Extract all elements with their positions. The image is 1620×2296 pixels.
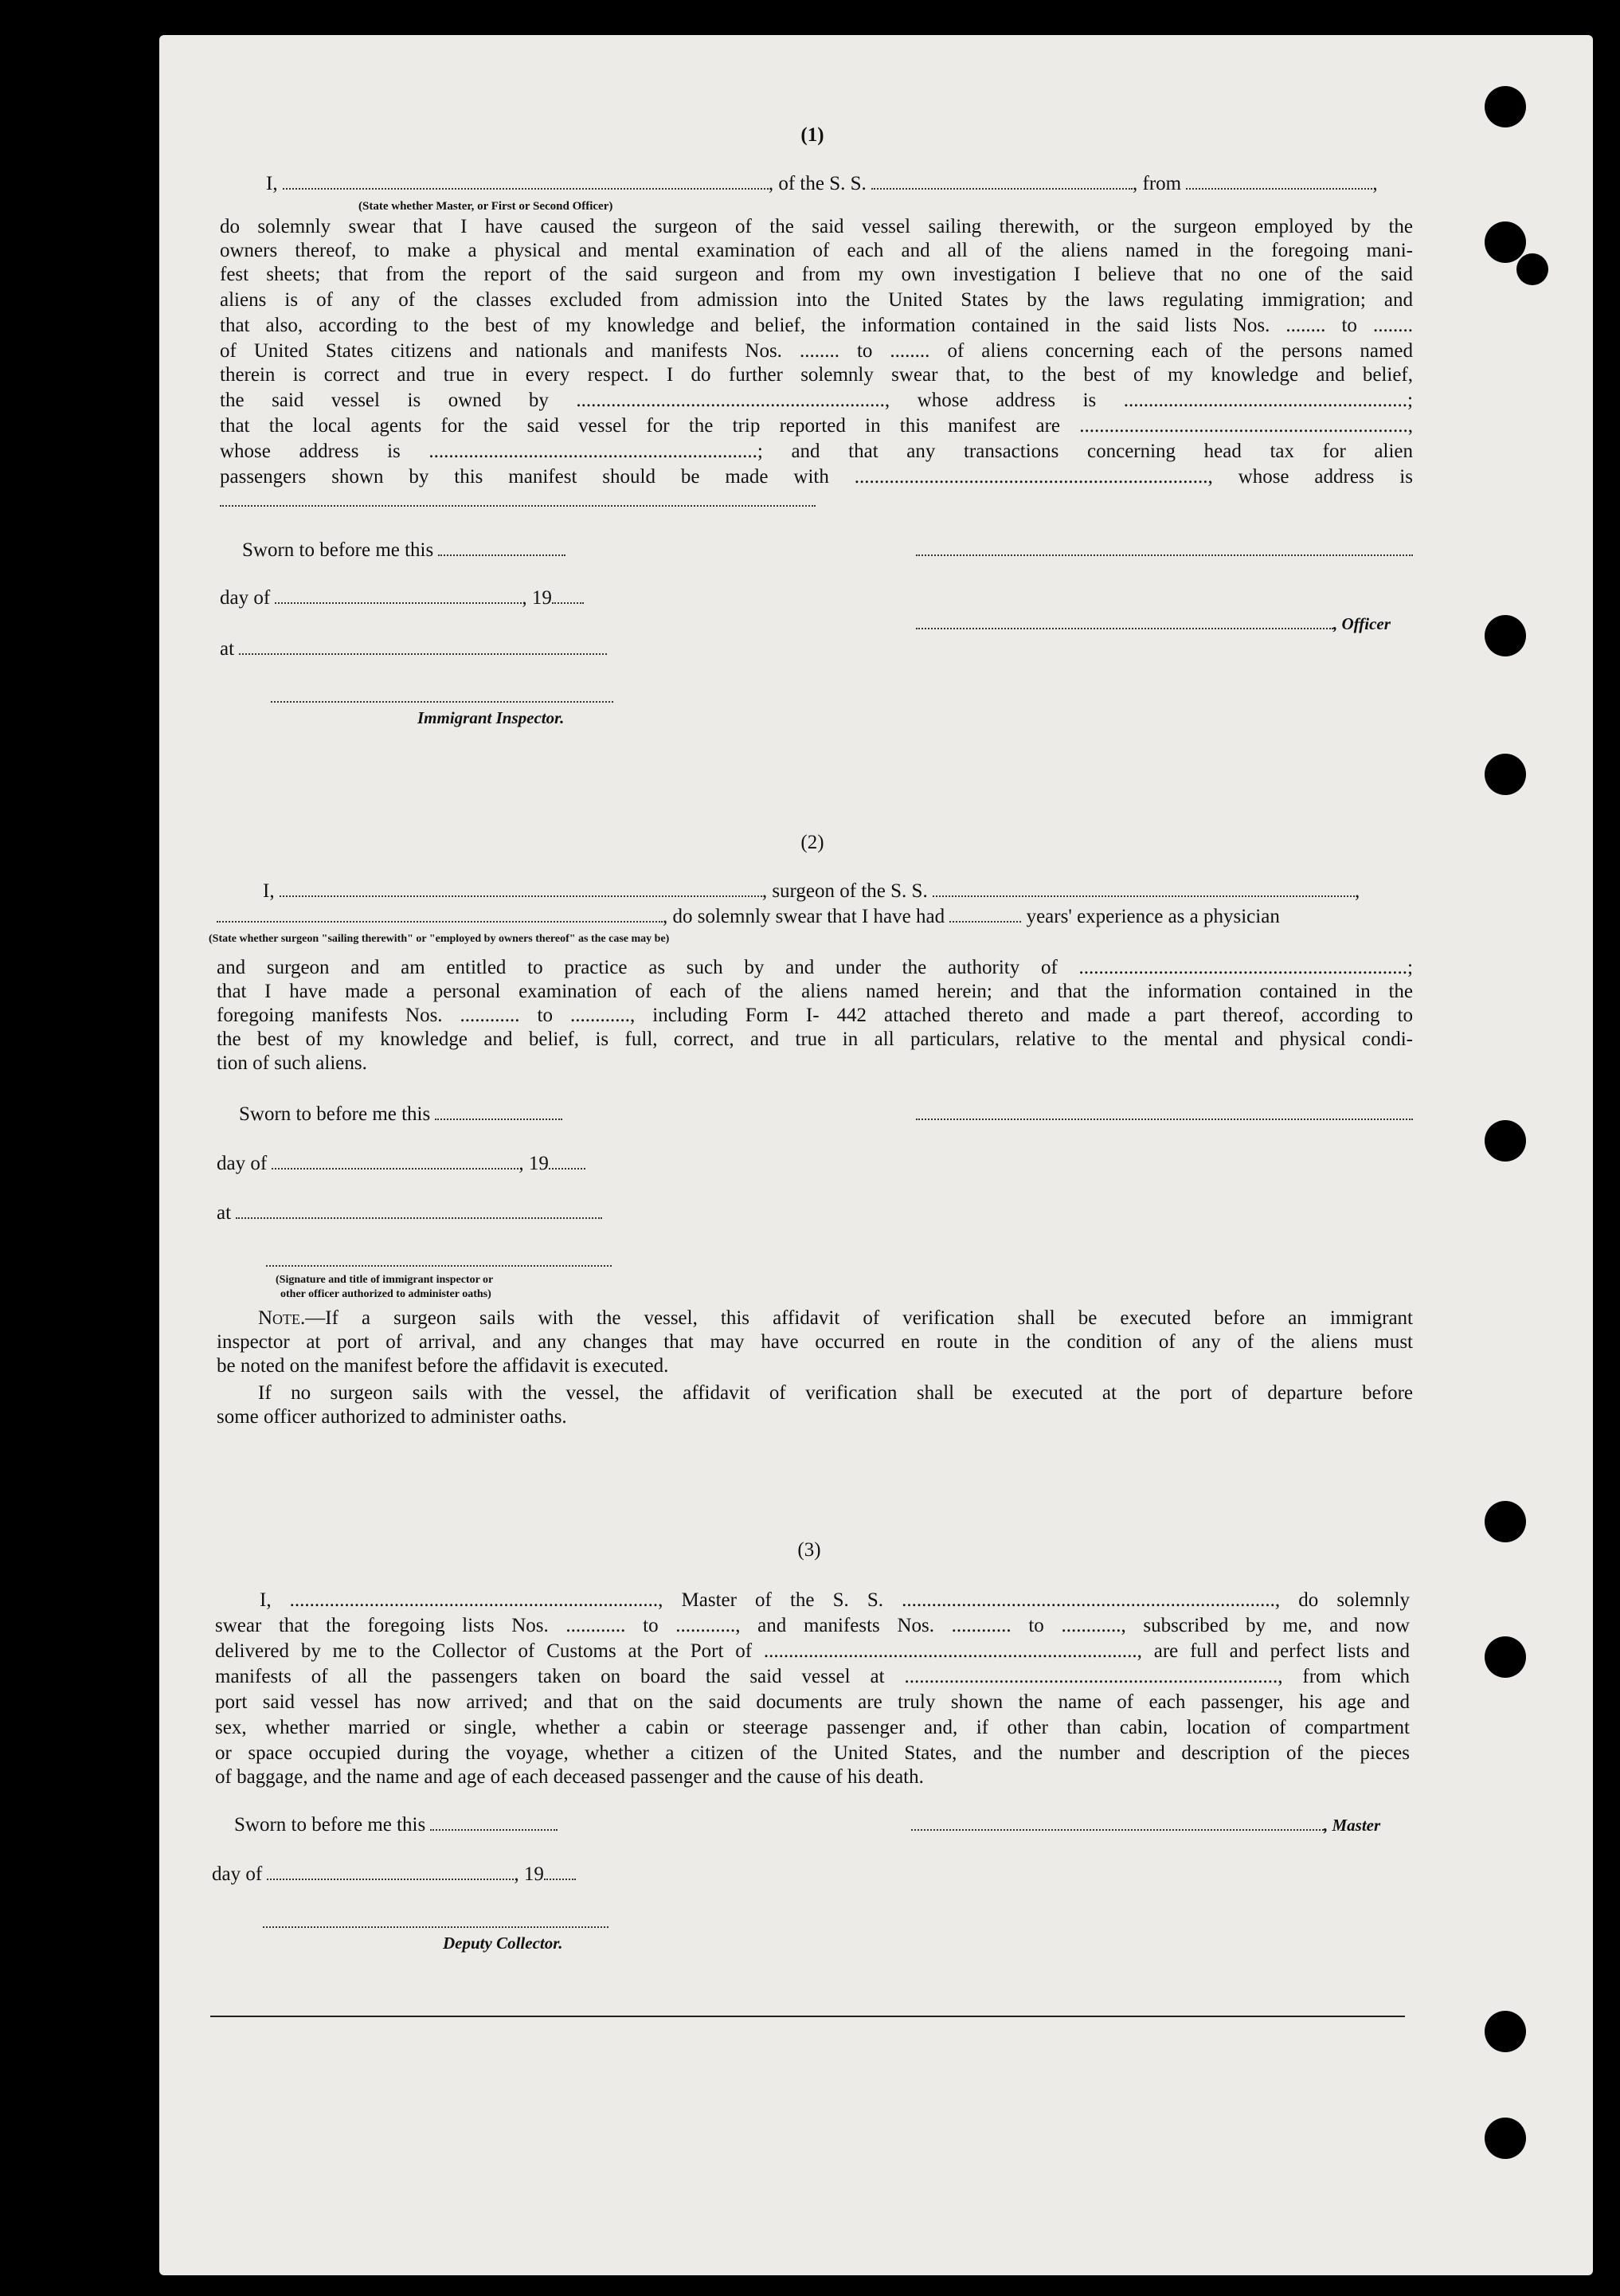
year-field[interactable] [552,586,584,604]
body-line: tion of such aliens. [217,1052,367,1074]
binder-hole [1485,1636,1526,1678]
body-line: that also, according to the best of my knowledge and belief, the information contained in the said lists Nos. ........ to ........ [220,315,1413,336]
body-line: port said vessel has now arrived; and that on the said documents are truly shown the name of each passenger, his age and [215,1691,1410,1713]
note-line: inspector at port of arrival, and any changes that may have occurred en route in the condition of any of the aliens must [217,1331,1413,1353]
body-line: of baggage, and the name and age of each deceased passenger and the cause of his death. [215,1766,924,1788]
body-line: the best of my knowledge and belief, is full, correct, and true in all particulars, relative to the mental and physical condi- [217,1028,1413,1050]
body-line: that I have made a personal examination of each of the aliens named herein; and that the information contained in the [217,981,1413,1002]
body-line: and surgeon and am entitled to practice as such by and under the authority of ..................................................................; [217,957,1413,978]
binder-hole [1485,221,1526,263]
at-place-field[interactable] [239,637,607,655]
binder-hole [1485,1120,1526,1162]
body-line: whose address is ..................................................................; and that any transactions concerning head tax for alien [220,441,1413,462]
at-line-2: at [217,1201,602,1225]
collector-label: Deputy Collector. [443,1934,563,1953]
surgeon-vessel-field[interactable] [933,880,1355,897]
officer-signature-field[interactable] [916,612,1333,629]
binder-hole [1485,86,1526,127]
day-of-field[interactable] [272,1152,518,1170]
officer-caption: (State whether Master, or First or Second Officer) [358,200,613,213]
section2-second-line: , do solemnly swear that I have had years' experience as a physician [217,905,1280,929]
officer-signature: , Officer [916,612,1391,636]
years-experience-field[interactable] [949,905,1021,923]
note-line: be noted on the manifest before the affidavit is executed. [217,1355,669,1377]
section2-heading: (2) [800,832,824,853]
binder-hole [1485,2118,1526,2159]
binder-hole [1485,1501,1526,1542]
section1-heading: (1) [800,124,824,146]
body-line: of United States citizens and nationals and manifests Nos. ........ to ........ of aliens concerning each of the persons named [220,340,1413,362]
sworn-line-3: Sworn to before me this [234,1813,558,1837]
day-of-line-2: day of , 19 [217,1152,585,1176]
binder-hole [1516,253,1548,285]
body-line: aliens is of any of the classes excluded from admission into the United States by the laws regulating immigration; and [220,289,1413,311]
year-field[interactable] [549,1152,585,1170]
master-signature-field[interactable] [911,1813,1324,1831]
sworn-line-1: Sworn to before me this [242,539,565,562]
body-line: swear that the foregoing lists Nos. ............ to ............, and manifests Nos. ............ to ............, subscribed by me, and now [215,1615,1410,1636]
bottom-rule [210,2016,1405,2017]
vessel-name-field[interactable] [871,172,1133,190]
body-line: the said vessel is owned by .............................................................., whose address is .........................................................; [220,390,1413,411]
body-line: that the local agents for the said vessel for the trip reported in this manifest are .................................................................., [220,415,1413,437]
body-line: or space occupied during the voyage, whether a citizen of the United States, and the number and description of the pieces [215,1742,1410,1764]
binder-hole [1485,754,1526,795]
departure-port-field[interactable] [1186,172,1372,190]
sworn-line-2: Sworn to before me this [239,1103,562,1126]
surgeon-name-field[interactable] [280,880,762,897]
note-line: If no surgeon sails with the vessel, the affidavit of verification shall be executed at the port of departure before [258,1382,1413,1404]
day-of-line-1: day of , 19 [220,586,584,610]
day-of-field[interactable] [275,586,522,604]
master-signature: , Master [911,1813,1380,1837]
body-line: therein is correct and true in every respect. I do further solemnly swear that, to the best of my knowledge and belief, [220,364,1413,386]
body-line: manifests of all the passengers taken on board the said vessel at ..........................................................................., from which [215,1666,1410,1687]
section1-first-line: I, , of the S. S. , from , [266,173,1378,194]
note-line: Note.—If a surgeon sails with the vessel, this affidavit of verification shall be executed before an immigrant [258,1307,1413,1329]
note-label: Note. [258,1307,306,1329]
officer-name-field[interactable] [283,172,769,190]
at-line-1: at [220,637,607,661]
signature-line-master[interactable] [916,539,1413,562]
year-field[interactable] [544,1863,576,1880]
body-line: sex, whether married or single, whether a cabin or steerage passenger and, if other than cabin, location of compartment [215,1717,1410,1738]
binder-hole [1485,615,1526,656]
sworn-date-field[interactable] [435,1103,562,1120]
body-line: fest sheets; that from the report of the said surgeon and from my own investigation I believe that no one of the said [220,264,1413,285]
section3-heading: (3) [797,1539,821,1561]
inspector-label: Immigrant Inspector. [417,708,565,727]
at-place-field[interactable] [236,1201,602,1219]
surgeon-type-field[interactable] [217,905,663,923]
surgeon-caption: (State whether surgeon "sailing therewith" or "employed by owners thereof" as the case may be) [209,933,670,945]
body-line: passengers shown by this manifest should be made with ......................................................................., whose address is [220,466,1413,488]
agent-address-field[interactable] [220,489,816,513]
signature-caption: (Signature and title of immigrant inspector or other officer authorized to administer oaths) [276,1274,494,1300]
sworn-date-field[interactable] [438,539,565,556]
body-line: I, .........................................................................., Master of the S. S. ..........................................................................., do solemnly [260,1589,1410,1611]
inspector-signature-field[interactable] [266,1249,612,1273]
body-line: do solemnly swear that I have caused the surgeon of the said vessel sailing therewith, or the surgeon employed by the [220,216,1413,237]
binder-hole [1485,2011,1526,2052]
day-of-line-3: day of , 19 [212,1863,576,1887]
section2-first-line: I, , surgeon of the S. S. , [263,880,1360,902]
day-of-field[interactable] [267,1863,514,1880]
surgeon-signature-field[interactable] [916,1103,1413,1126]
note-line: some officer authorized to administer oaths. [217,1406,567,1428]
body-line: delivered by me to the Collector of Customs at the Port of ..........................................................................., are full and perfect lists and [215,1640,1410,1662]
sworn-date-field[interactable] [430,1813,558,1831]
body-line: owners thereof, to make a physical and mental examination of each and all of the aliens named in the foregoing mani- [220,240,1413,261]
body-line: foregoing manifests Nos. ............ to ............, including Form I- 442 attached thereto and made a part thereof, according to [217,1005,1413,1026]
